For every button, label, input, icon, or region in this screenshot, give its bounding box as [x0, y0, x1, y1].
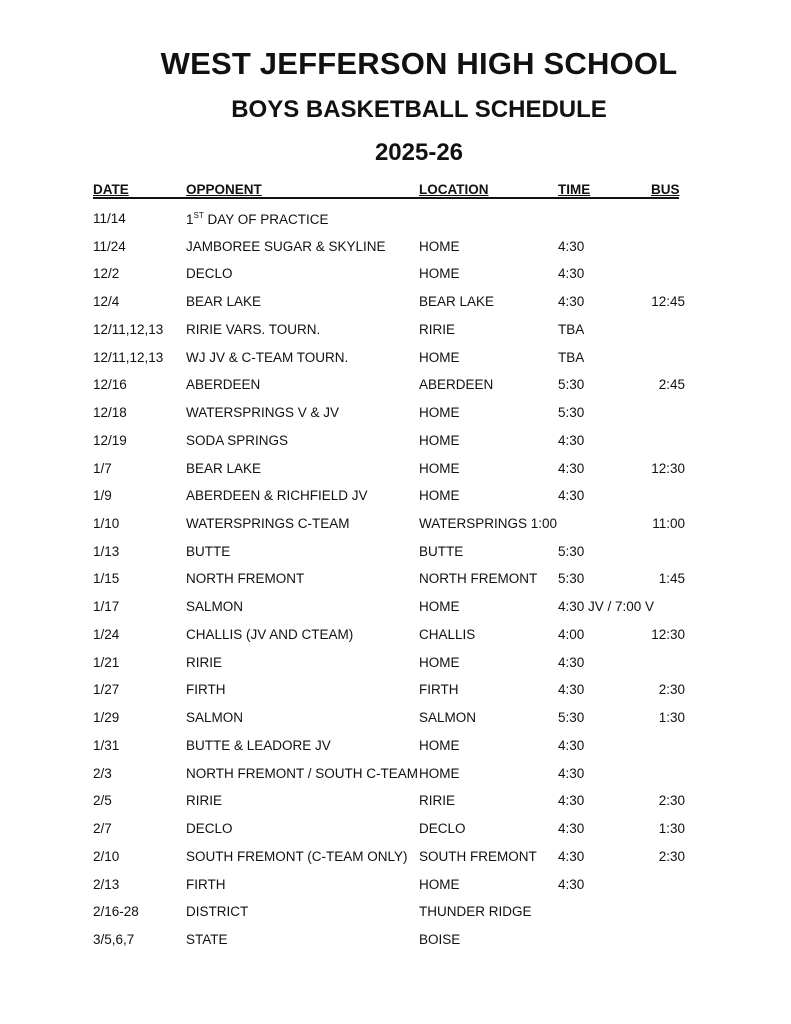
cell-bus: 2:30: [658, 848, 685, 864]
cell-date: 12/11,12,13: [93, 321, 164, 337]
cell-location: WATERSPRINGS 1:00: [419, 516, 558, 532]
cell-location: HOME: [419, 599, 460, 615]
cell-date: 1/15: [93, 571, 120, 587]
cell-time: 5:30: [558, 571, 585, 587]
cell-location: HOME: [419, 238, 460, 254]
cell-time: 4:30: [558, 793, 585, 809]
cell-opponent: ABERDEEN: [186, 377, 261, 393]
table-row: [0, 793, 791, 813]
cell-opponent: ABERDEEN & RICHFIELD JV: [186, 488, 368, 504]
header-underline: [93, 197, 679, 199]
cell-opponent: DECLO: [186, 266, 233, 282]
cell-bus: 1:45: [658, 571, 685, 587]
table-row: [0, 544, 791, 564]
cell-location: BUTTE: [419, 543, 464, 559]
cell-date: 1/24: [93, 626, 120, 642]
cell-opponent: JAMBOREE SUGAR & SKYLINE: [186, 238, 386, 254]
season-label: 2025-26: [374, 139, 464, 166]
cell-date: 1/7: [93, 460, 112, 476]
cell-date: 2/5: [93, 793, 112, 809]
cell-time: 4:30: [558, 432, 585, 448]
cell-date: 2/13: [93, 876, 120, 892]
cell-time: 4:30: [558, 737, 585, 753]
cell-date: 1/27: [93, 682, 120, 698]
table-row: [0, 655, 791, 675]
cell-date: 1/10: [93, 516, 120, 532]
header-date: DATE: [93, 182, 129, 197]
cell-opponent: SALMON: [186, 710, 244, 726]
cell-location: RIRIE: [419, 321, 456, 337]
ordinal-suffix: ST: [193, 211, 204, 220]
cell-time: 4:30: [558, 821, 585, 837]
cell-time: 4:30: [558, 238, 585, 254]
cell-location: DECLO: [419, 821, 466, 837]
table-row: [0, 239, 791, 259]
cell-location: BEAR LAKE: [419, 294, 495, 310]
opponent-text: DAY OF PRACTICE: [203, 212, 329, 227]
header-opponent: OPPONENT: [186, 182, 262, 197]
cell-location: ABERDEEN: [419, 377, 494, 393]
cell-location: HOME: [419, 765, 460, 781]
cell-time: 4:30 JV / 7:00 V: [558, 599, 655, 615]
table-row: [0, 266, 791, 286]
cell-time: 4:30: [558, 460, 585, 476]
cell-location: SALMON: [419, 710, 477, 726]
cell-opponent: [186, 211, 329, 227]
cell-date: 1/21: [93, 654, 120, 670]
cell-time: 5:30: [558, 405, 585, 421]
cell-time: 4:30: [558, 848, 585, 864]
table-row: [0, 821, 791, 841]
cell-opponent: BEAR LAKE: [186, 460, 262, 476]
cell-opponent: RIRIE VARS. TOURN.: [186, 321, 321, 337]
table-row: [0, 322, 791, 342]
schedule-title: BOYS BASKETBALL SCHEDULE: [231, 96, 607, 123]
cell-opponent: FIRTH: [186, 682, 226, 698]
table-row: [0, 627, 791, 647]
cell-opponent: SODA SPRINGS: [186, 432, 289, 448]
cell-date: 12/11,12,13: [93, 349, 164, 365]
table-row: [0, 571, 791, 591]
cell-time: TBA: [558, 349, 585, 365]
cell-location: HOME: [419, 460, 460, 476]
cell-location: FIRTH: [419, 682, 459, 698]
cell-opponent: DECLO: [186, 821, 233, 837]
cell-date: 12/18: [93, 405, 127, 421]
cell-bus: 1:30: [658, 710, 685, 726]
cell-opponent: SOUTH FREMONT (C-TEAM ONLY): [186, 848, 408, 864]
cell-opponent: NORTH FREMONT / SOUTH C-TEAM: [186, 765, 418, 781]
table-row: [0, 932, 791, 952]
cell-time: 4:30: [558, 682, 585, 698]
cell-time: 5:30: [558, 710, 585, 726]
cell-bus: 12:30: [651, 626, 685, 642]
cell-time: 5:30: [558, 377, 585, 393]
cell-time: 4:30: [558, 654, 585, 670]
header-time: TIME: [558, 182, 591, 197]
cell-opponent: BUTTE & LEADORE JV: [186, 737, 331, 753]
table-row: [0, 738, 791, 758]
cell-opponent: NORTH FREMONT: [186, 571, 305, 587]
cell-location: HOME: [419, 488, 460, 504]
cell-bus: 12:30: [651, 460, 685, 476]
table-row: [0, 350, 791, 370]
cell-location: HOME: [419, 405, 460, 421]
table-row: [0, 488, 791, 508]
cell-opponent: WJ JV & C-TEAM TOURN.: [186, 349, 349, 365]
cell-bus: 11:00: [652, 516, 685, 532]
cell-date: 12/4: [93, 294, 120, 310]
table-row: [0, 405, 791, 425]
cell-date: 1/29: [93, 710, 120, 726]
table-row: [0, 294, 791, 314]
cell-opponent: RIRIE: [186, 793, 223, 809]
cell-bus: 2:30: [658, 793, 685, 809]
cell-location: HOME: [419, 737, 460, 753]
cell-date: 1/13: [93, 543, 120, 559]
table-row: [0, 877, 791, 897]
cell-location: SOUTH FREMONT: [419, 848, 537, 864]
cell-location: NORTH FREMONT: [419, 571, 538, 587]
cell-opponent: FIRTH: [186, 876, 226, 892]
cell-date: 2/7: [93, 821, 112, 837]
cell-opponent: BEAR LAKE: [186, 294, 262, 310]
cell-date: 2/10: [93, 848, 120, 864]
cell-date: 12/2: [93, 266, 120, 282]
table-row: [0, 766, 791, 786]
table-row: [0, 433, 791, 453]
cell-location: HOME: [419, 654, 460, 670]
ordinal-number: 1: [186, 212, 194, 227]
cell-opponent: DISTRICT: [186, 904, 249, 920]
cell-date: 12/19: [93, 432, 127, 448]
cell-location: RIRIE: [419, 793, 456, 809]
cell-date: 12/16: [93, 377, 127, 393]
cell-opponent: RIRIE: [186, 654, 223, 670]
cell-opponent: SALMON: [186, 599, 244, 615]
cell-location: THUNDER RIDGE: [419, 904, 532, 920]
cell-opponent: STATE: [186, 931, 228, 947]
cell-time: 4:30: [558, 765, 585, 781]
header-bus: BUS: [651, 182, 680, 197]
cell-date: 11/24: [93, 238, 126, 254]
header-location: LOCATION: [419, 182, 489, 197]
cell-location: BOISE: [419, 931, 461, 947]
cell-opponent: CHALLIS (JV AND CTEAM): [186, 626, 354, 642]
table-row: [0, 461, 791, 481]
cell-opponent: WATERSPRINGS V & JV: [186, 405, 340, 421]
cell-bus: 1:30: [658, 821, 685, 837]
cell-time: 4:30: [558, 876, 585, 892]
cell-time: 4:30: [558, 294, 585, 310]
table-row: [0, 211, 791, 231]
cell-date: 1/17: [93, 599, 120, 615]
cell-date: 1/31: [93, 737, 120, 753]
cell-time: 5:30: [558, 543, 585, 559]
cell-time: 4:30: [558, 266, 585, 282]
school-title: WEST JEFFERSON HIGH SCHOOL: [160, 46, 678, 81]
table-row: [0, 377, 791, 397]
table-row: [0, 516, 791, 536]
table-row: [0, 710, 791, 730]
table-row: [0, 599, 791, 619]
cell-bus: 2:30: [658, 682, 685, 698]
cell-date: 11/14: [93, 211, 126, 226]
cell-location: CHALLIS: [419, 626, 476, 642]
cell-time: TBA: [558, 321, 585, 337]
cell-date: 2/3: [93, 765, 112, 781]
cell-location: HOME: [419, 266, 460, 282]
cell-opponent: WATERSPRINGS C-TEAM: [186, 516, 350, 532]
cell-location: HOME: [419, 876, 460, 892]
cell-location: HOME: [419, 349, 460, 365]
cell-date: 3/5,6,7: [93, 931, 135, 947]
cell-date: 1/9: [93, 488, 112, 504]
cell-bus: 12:45: [651, 294, 685, 310]
cell-time: 4:00: [558, 626, 585, 642]
table-row: [0, 682, 791, 702]
table-row: [0, 904, 791, 924]
table-row: [0, 849, 791, 869]
cell-bus: 2:45: [658, 377, 685, 393]
cell-location: HOME: [419, 432, 460, 448]
cell-date: 2/16-28: [93, 904, 139, 920]
cell-opponent: BUTTE: [186, 543, 231, 559]
cell-time: 4:30: [558, 488, 585, 504]
